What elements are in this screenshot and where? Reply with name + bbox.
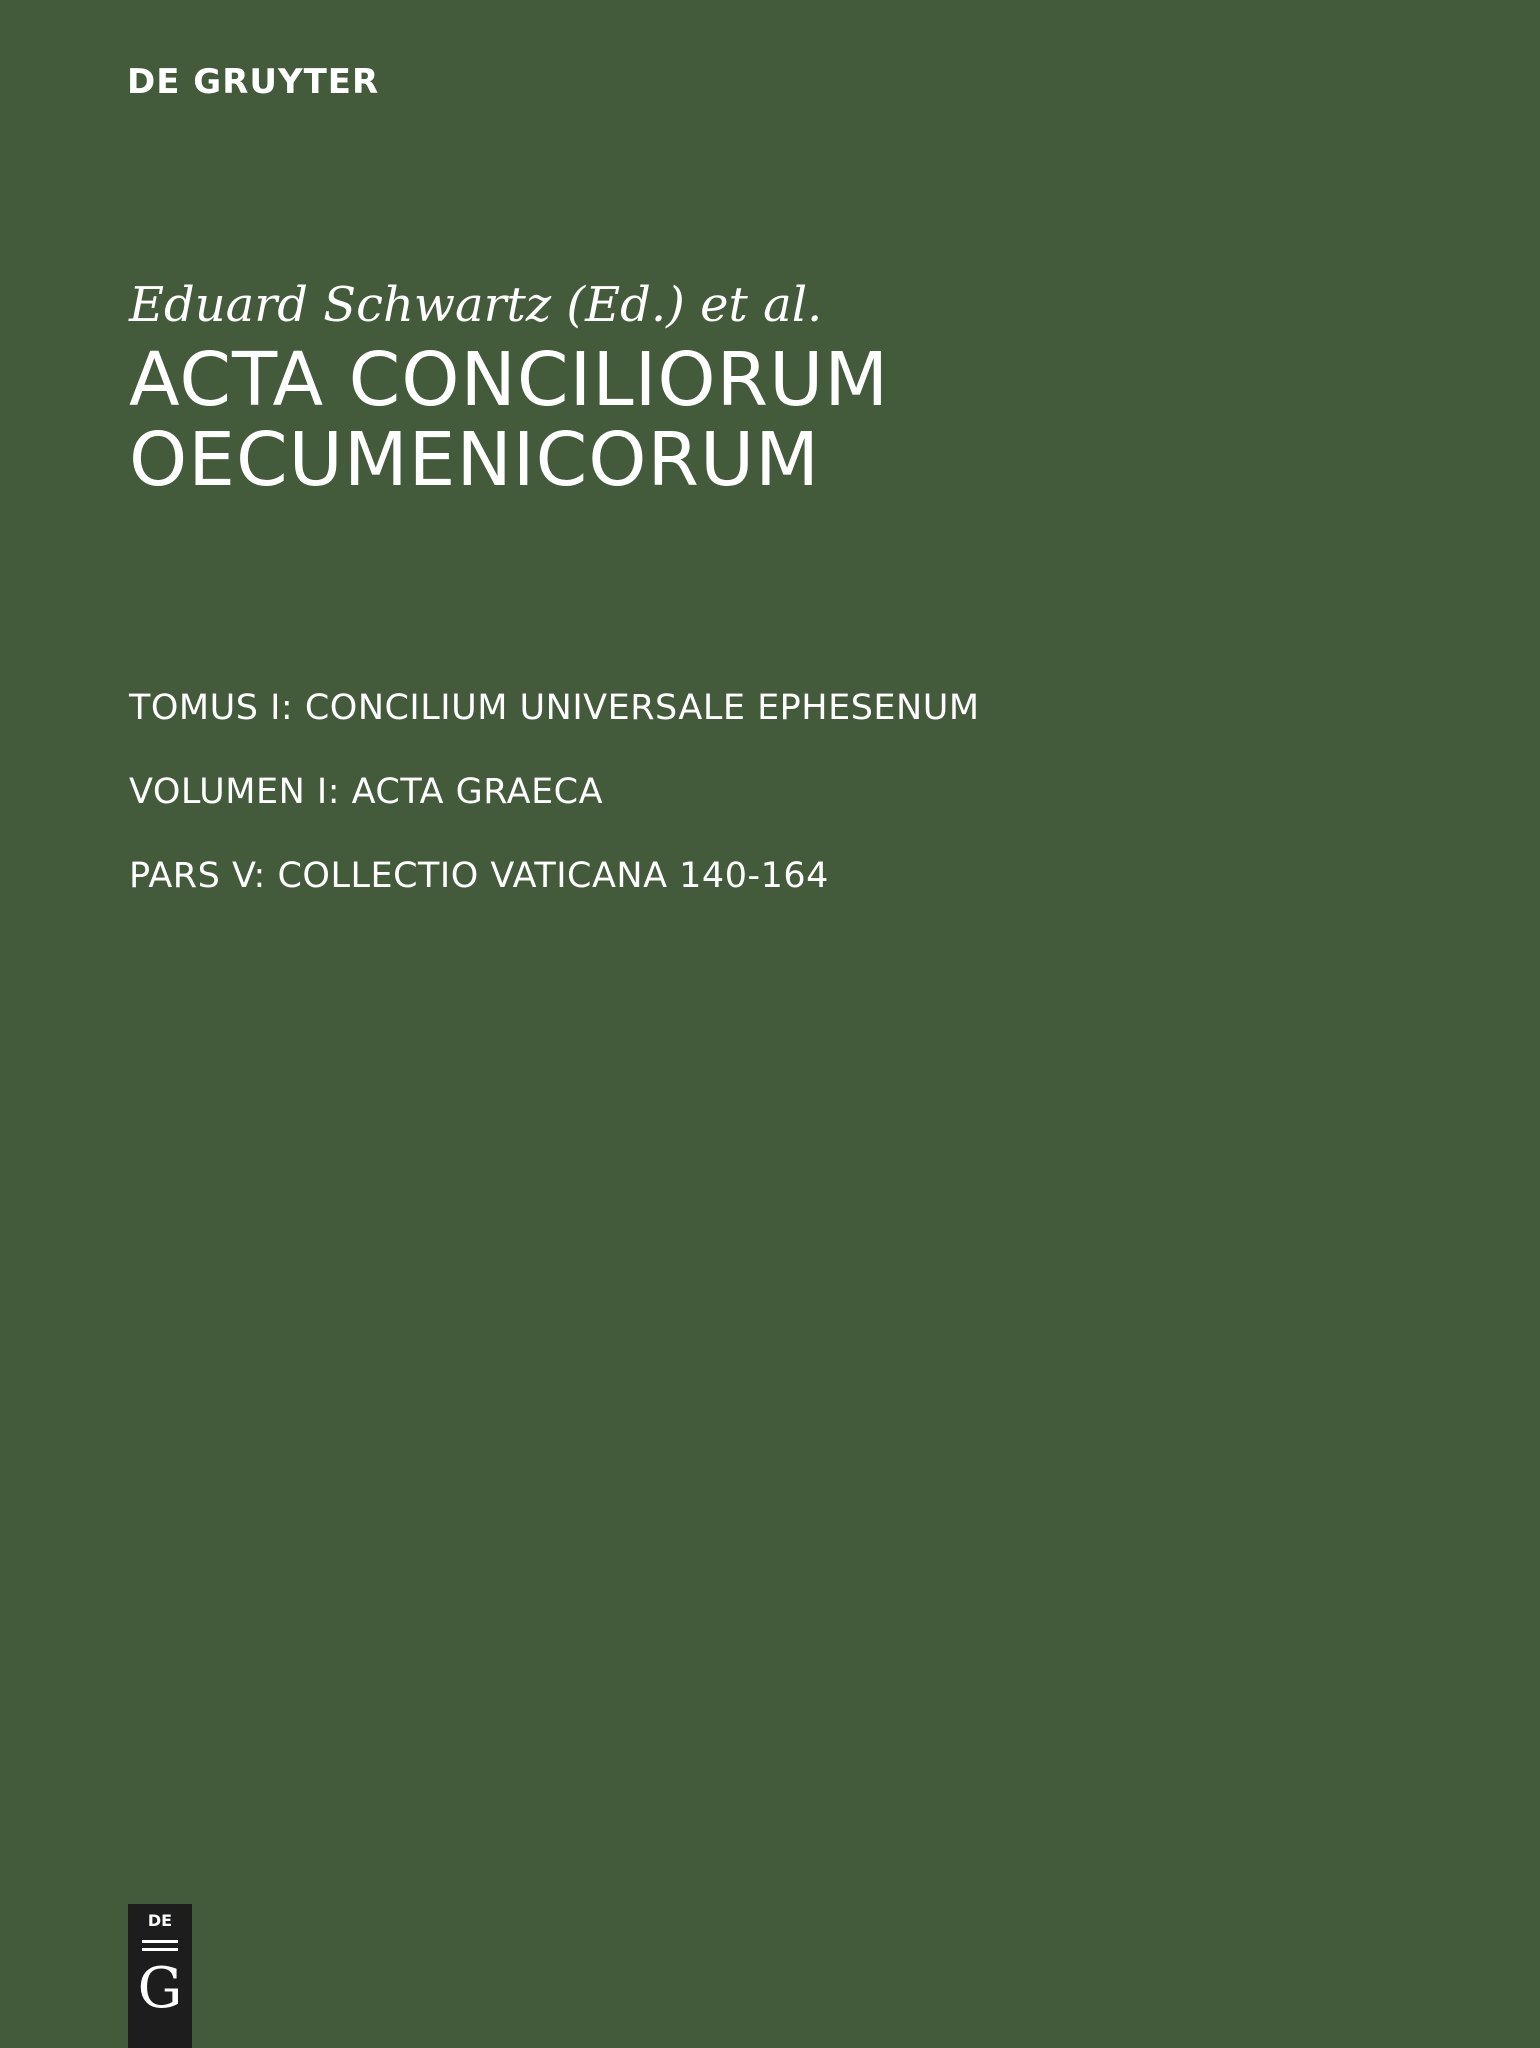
author-line: Eduard Schwartz (Ed.) et al. — [129, 277, 823, 333]
logo-rule-top — [142, 1940, 178, 1943]
title-line-2: OECUMENICORUM — [129, 417, 820, 503]
title-line-1: ACTA CONCILIORUM — [129, 337, 890, 423]
de-gruyter-logo — [128, 1904, 192, 2048]
logo-g-letter: G — [137, 1956, 183, 2021]
volumen-line: VOLUMEN I: ACTA GRAECA — [129, 772, 604, 812]
publisher-name: DE GRUYTER — [127, 62, 380, 102]
pars-line: PARS V: COLLECTIO VATICANA 140-164 — [129, 856, 829, 896]
tomus-line: TOMUS I: CONCILIUM UNIVERSALE EPHESENUM — [129, 688, 980, 728]
book-title — [129, 337, 1429, 503]
logo-rule-bottom — [142, 1948, 178, 1951]
logo-de-text: DE — [147, 1911, 173, 1930]
